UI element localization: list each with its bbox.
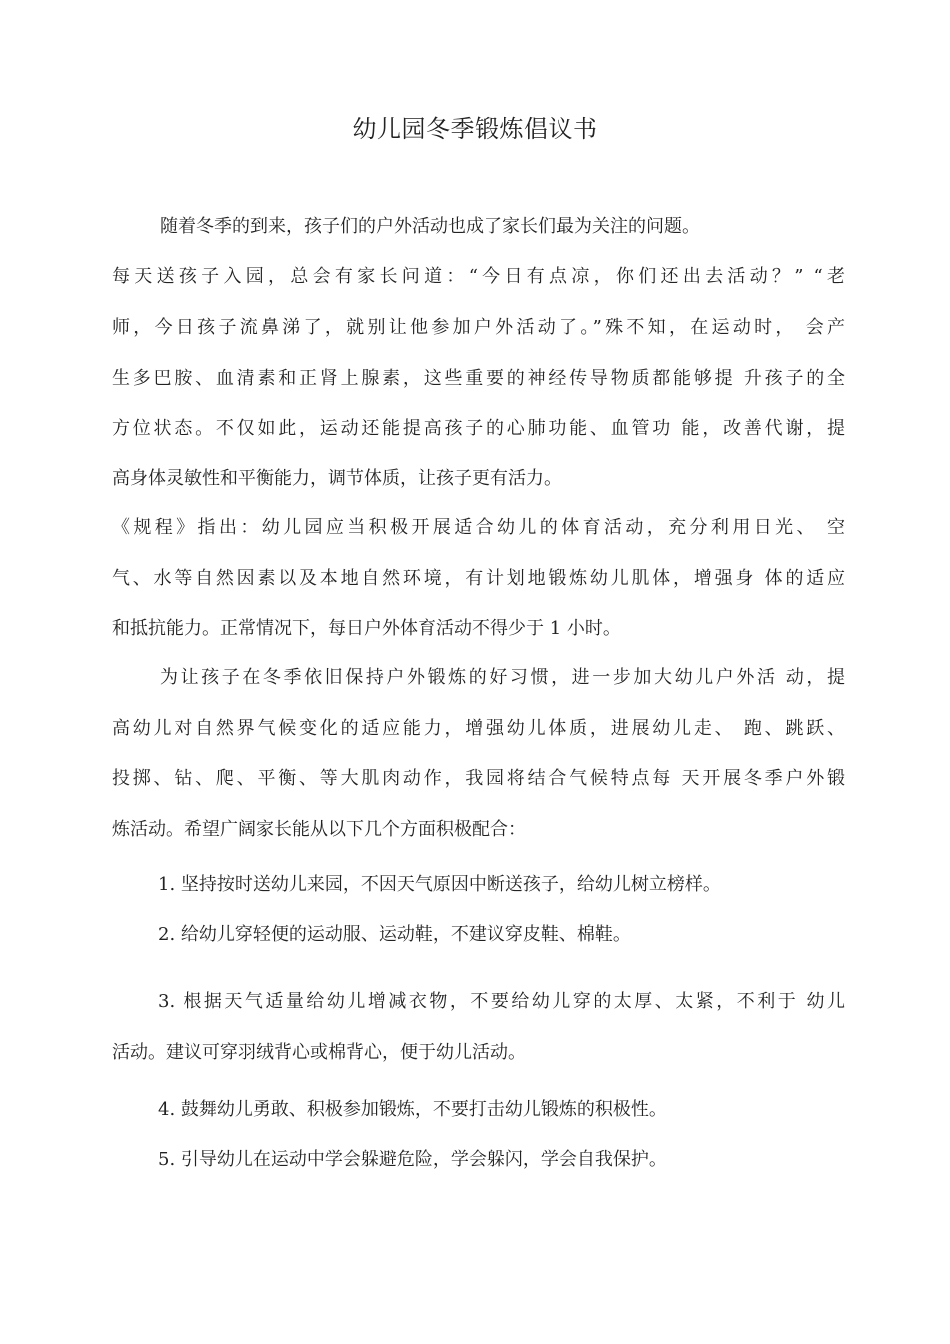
list-item: 4. 鼓舞幼儿勇敢、积极参加锻炼，不要打击幼儿锻炼的积极性。 (158, 1099, 667, 1120)
paragraph-line: 气、水等自然因素以及本地自然环境，有计划地锻炼幼儿肌体，增强身 体的适应 (112, 568, 845, 589)
paragraph-line: 高身体灵敏性和平衡能力，调节体质，让孩子更有活力。 (112, 468, 562, 489)
paragraph-line: 《规程》指出：幼儿园应当积极开展适合幼儿的体育活动，充分利用日光、 空 (112, 517, 845, 538)
list-item: 2. 给幼儿穿轻便的运动服、运动鞋，不建议穿皮鞋、棉鞋。 (158, 924, 631, 945)
paragraph-line: 和抵抗能力。正常情况下，每日户外体育活动不得少于 1 小时。 (112, 618, 621, 639)
paragraph-line: 生多巴胺、血清素和正肾上腺素，这些重要的神经传导物质都能够提 升孩子的全 (112, 368, 845, 389)
paragraph-line: 高幼儿对自然界气候变化的适应能力，增强幼儿体质，进展幼儿走、 跑、跳跃、 (112, 718, 845, 739)
document-title: 幼儿园冬季锻炼倡议书 (352, 115, 598, 143)
paragraph-line: 为让孩子在冬季依旧保持户外锻炼的好习惯，进一步加大幼儿户外活 动，提 (160, 667, 845, 688)
paragraph-line: 方位状态。不仅如此，运动还能提高孩子的心肺功能、血管功 能，改善代谢，提 (112, 418, 845, 439)
list-item: 3. 根据天气适量给幼儿增减衣物，不要给幼儿穿的太厚、太紧，不利于 幼儿 (158, 991, 845, 1012)
paragraph-line: 活动。建议可穿羽绒背心或棉背心，便于幼儿活动。 (112, 1042, 526, 1063)
list-item: 5. 引导幼儿在运动中学会躲避危险，学会躲闪，学会自我保护。 (158, 1149, 667, 1170)
paragraph-line: 炼活动。希望广阔家长能从以下几个方面积极配合： (112, 819, 526, 840)
paragraph-line: 每天送孩子入园，总会有家长问道：“今日有点凉，你们还出去活动？” “老 (112, 266, 845, 287)
paragraph-line: 师，今日孩子流鼻涕了，就别让他参加户外活动了。”殊不知，在运动时， 会产 (112, 317, 845, 338)
list-item: 1. 坚持按时送幼儿来园，不因天气原因中断送孩子，给幼儿树立榜样。 (158, 874, 721, 895)
paragraph-line: 投掷、钻、爬、平衡、等大肌肉动作，我园将结合气候特点每 天开展冬季户外锻 (112, 768, 845, 789)
paragraph-line: 随着冬季的到来，孩子们的户外活动也成了家长们最为关注的问题。 (160, 216, 700, 237)
